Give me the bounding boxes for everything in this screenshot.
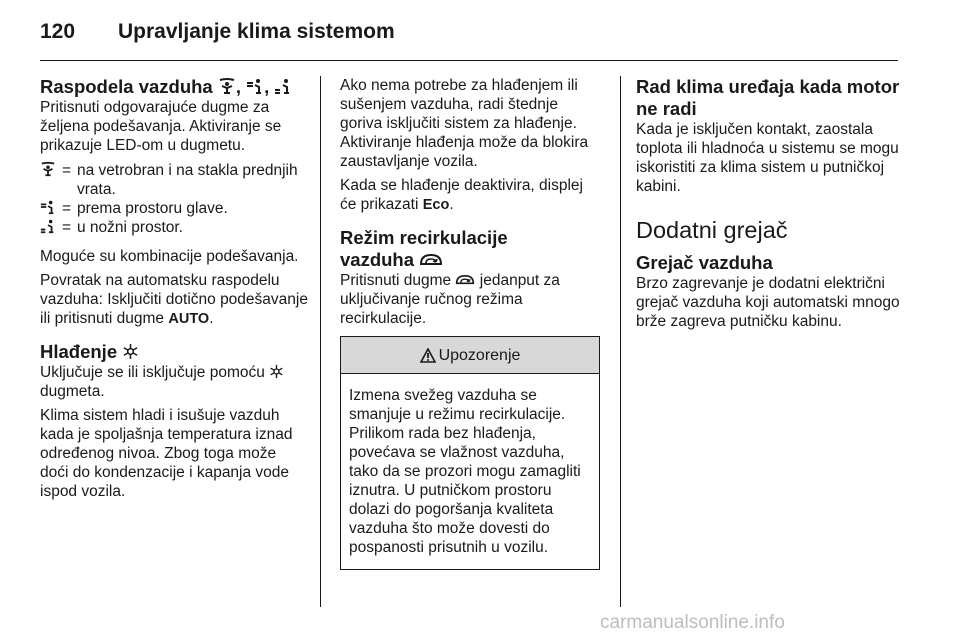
cooling-off-paragraph: Ako nema potrebe za hlađenjem ili sušenjem vazduha, radi štednje goriva isključiti sistem za hlađenje. Aktiviranje hlađenja može da blokira zaustavljanje vozila.	[340, 77, 589, 170]
recirculation-icon	[455, 273, 475, 287]
air-heater-heading: Grejač vazduha	[636, 252, 773, 273]
engine-off-paragraph: Kada je isključen kontakt, zaostala toplota ili hladnoća u sistemu se mogu iskoristiti za klima sistem u putničkoj kabini.	[636, 121, 899, 195]
air-heater-paragraph: Brzo zagrevanje je dodatni električni grejač vazduha koji automatski mnogo brže zagreva putničku kabinu.	[636, 275, 900, 330]
windscreen-airflow-icon	[218, 77, 236, 95]
head-airflow-icon	[40, 199, 56, 215]
combinations-paragraph: Moguće su kombinacije podešavanja.	[40, 248, 299, 265]
cooling-paragraph-1: Uključuje se ili isključuje pomoću dugmeta.	[40, 363, 308, 401]
warning-title: Upozorenje	[438, 346, 521, 364]
column-2	[340, 76, 602, 570]
head-airflow-icon	[246, 77, 264, 95]
warning-box	[340, 336, 600, 570]
column-1	[40, 76, 308, 506]
air-distribution-heading: Raspodela vazduha , ,	[40, 76, 308, 98]
cooling-paragraph-2: Klima sistem hladi i isušuje vazduh kada je spoljašnja temperatura iznad određenog nivoa. Zbog toga može doći do kondenzacije i kapanja vode ispod vozila.	[40, 407, 293, 500]
windscreen-airflow-icon	[40, 161, 56, 177]
page-number: 120	[40, 20, 76, 43]
auto-button-label: AUTO	[168, 311, 210, 327]
cooling-heading: Hlađenje	[40, 341, 308, 363]
eco-display-label: Eco	[422, 197, 450, 213]
return-paragraph: Povratak na automatsku raspodelu vazduha: Isključiti dotično podešavanje ili pritisnuti dugme AUTO.	[40, 272, 308, 327]
column-divider-1	[320, 76, 321, 607]
list-item: = u nožni prostor.	[40, 218, 308, 237]
header-rule	[40, 60, 898, 61]
section-title: Dodatni grejač	[636, 217, 788, 243]
watermark: carmanualsonline.info	[600, 612, 785, 633]
list-item: = prema prostoru glave.	[40, 199, 308, 218]
footwell-airflow-icon	[274, 77, 292, 95]
warning-text: Izmena svežeg vazduha se smanjuje u režimu recirkulacije. Prilikom rada bez hlađenja, povećava se vlažnost vazduha, tako da se prozori mogu zamagliti iznutra. U putničkom prostoru dolazi do pogoršanja kvaliteta vazduha što može dovesti do pospanosti prisutnih u vozilu.	[349, 387, 581, 556]
warning-header	[341, 337, 599, 374]
column-3	[636, 76, 904, 336]
chapter-title: Upravljanje klima sistemom	[118, 20, 395, 43]
engine-off-heading: Rad klima uređaja kada motor ne radi	[636, 76, 900, 119]
eco-paragraph: Kada se hlađenje deaktivira, displej će prikazati Eco.	[340, 177, 583, 213]
intro-paragraph: Pritisnuti odgovarajuće dugme za željena podešavanja. Aktiviranje se prikazuje LED-om u dugmetu.	[40, 99, 282, 154]
recirculation-paragraph: Pritisnuti dugme jedanput za uključivanje ručnog režima recirkulacije.	[340, 272, 560, 327]
airflow-list	[40, 161, 308, 237]
snowflake-icon	[269, 364, 284, 379]
page-header	[40, 20, 395, 44]
column-divider-2	[620, 76, 621, 607]
recirculation-icon	[419, 252, 443, 268]
list-item: = na vetrobran i na stakla prednjih vrata.	[40, 161, 308, 199]
footwell-airflow-icon	[40, 218, 56, 234]
snowflake-icon	[122, 343, 139, 360]
warning-triangle-icon	[420, 348, 436, 363]
recirculation-heading: Režim recirkulacije vazduha	[340, 227, 508, 270]
